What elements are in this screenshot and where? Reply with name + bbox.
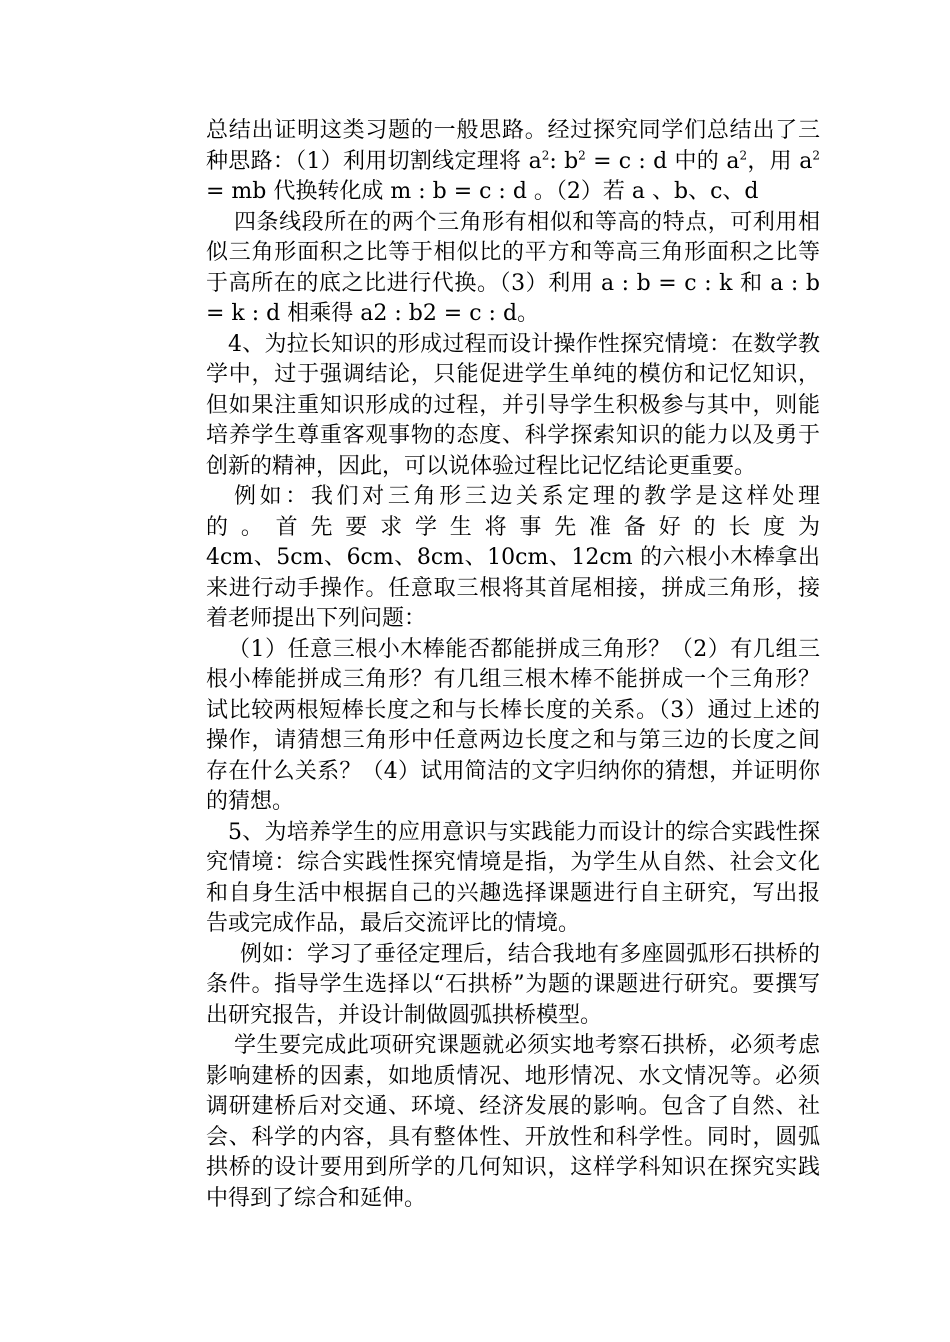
paragraph-example-line1: 例如：我们对三角形三边关系定理的教学是这样处理 [234, 484, 820, 509]
superscript: 2 [541, 148, 550, 163]
paragraph-example-rest: 4cm、5cm、6cm、8cm、10cm、12cm 的六根小木棒拿出来进行动手操作。任意取三根将其首尾相接，拼成三角形，接着老师提出下列问题： [206, 545, 820, 631]
text-run: = c : d 中的 a [585, 148, 740, 174]
document-body [206, 116, 820, 1214]
text-run: : b [549, 148, 579, 174]
paragraph-questions: （1）任意三根小木棒能否都能拼成三角形？（2）有几组三根小棒能拼成三角形？有几组三根木棒不能拼成一个三角形？试比较两根短棒长度之和与长棒长度的关系。（3）通过上述的操作，请猜想三角形中任意两边长度之和与第三边的长度之间存在什么关系？（4）试用简洁的文字归纳你的猜想，并证明你的猜想。 [206, 636, 820, 814]
paragraph-practical-inquiry: 5、为培养学生的应用意识与实践能力而设计的综合实践性探究情境：综合实践性探究情境是指，为学生从自然、社会文化和自身生活中根据自己的兴趣选择课题进行自主研究，写出报告或完成作品，最后交流评比的情境。 [206, 819, 820, 936]
text-run: = mb 代换转化成 m : b = c : d 。（2）若 a 、b、c、d [206, 179, 759, 204]
paragraph-research-requirements: 学生要完成此项研究课题就必须实地考察石拱桥，必须考虑影响建桥的因素，如地质情况、地形情况、水文情况等。必须调研建桥后对交通、环境、经济发展的影响。包含了自然、社会、科学的内容，具有整体性、开放性和科学性。同时，圆弧拱桥的设计要用到所学的几何知识，这样学科知识在探究实践中得到了综合和延伸。 [206, 1033, 820, 1211]
superscript: 2 [578, 148, 586, 163]
paragraph-example-line2: 的 。 首 先 要 求 学 生 将 事 先 准 备 好 的 长 度 为 [206, 514, 820, 540]
paragraph-similar-triangles: 四条线段所在的两个三角形有相似和等高的特点，可利用相似三角形面积之比等于相似比的平方和等高三角形面积之比等于高所在的底之比进行代换。（3）利用 a : b = c : k 和 a : b = k : d 相乘得 a2 : b2 = c : d。 [206, 209, 820, 326]
paragraph-operational-inquiry: 4、为拉长知识的形成过程而设计操作性探究情境：在数学教学中，过于强调结论，只能促进学生单纯的模仿和记忆知识，但如果注重知识形成的过程，并引导学生积极参与其中，则能培养学生尊重客观事物的态度、科学探索知识的能力以及勇于创新的精神，因此，可以说体验过程比记忆结论更重要。 [206, 331, 820, 479]
paragraph-stone-bridge-example: 例如：学习了垂径定理后，结合我地有多座圆弧形石拱桥的条件。指导学生选择以“石拱桥”为题的课题进行研究。要撰写出研究报告，并设计制做圆弧拱桥模型。 [206, 941, 820, 1028]
paragraph-thinking-methods [206, 116, 820, 208]
text-run: 总结出证明这类习题的一般思路。经过探究同学们总结出了三种思路：（1）利用切割线定理将 a [206, 118, 820, 174]
text-run: ，用 a [747, 148, 813, 174]
superscript: 2 [739, 148, 748, 163]
superscript: 2 [812, 148, 820, 163]
